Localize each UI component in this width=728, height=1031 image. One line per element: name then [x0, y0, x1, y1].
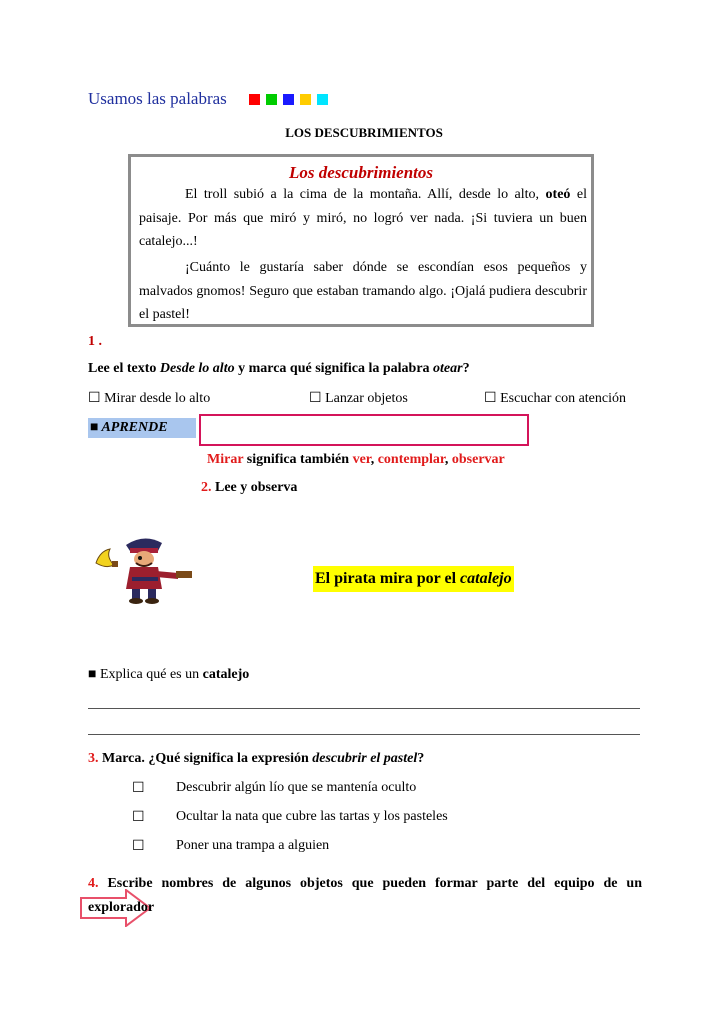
q3-text-b: ?	[417, 751, 425, 766]
aprende-definition	[207, 452, 505, 468]
checkbox-icon[interactable]: ☐	[88, 391, 101, 406]
reading-title: Los descubrimientos	[288, 163, 434, 182]
q3-text-italic: descubrir el pastel	[312, 751, 418, 766]
reading-p1-bold: oteó	[545, 187, 571, 202]
def-text-2: ,	[370, 452, 378, 467]
color-square-icon	[249, 94, 260, 105]
reading-paragraph-1	[139, 183, 587, 254]
q1-text-b: y marca qué significa la palabra	[234, 361, 434, 376]
question-4	[88, 870, 642, 898]
reading-p2: ¡Cuánto le gustaría saber dónde se escondían esos pequeños y malvados gnomos! Seguro que estaban tramando algo. ¡Ojalá pudiera descubrir el pastel!	[139, 260, 587, 322]
reading-p1-a: El troll subió a la cima de la montaña. Allí, desde lo alto,	[185, 187, 546, 202]
aprende-label	[88, 418, 196, 438]
reading-paragraph-2	[139, 256, 587, 327]
aprende-text: APRENDE	[101, 420, 168, 435]
q3-option-label: Descubrir algún lío que se mantenía oculto	[176, 780, 417, 795]
answer-line[interactable]	[88, 734, 640, 735]
question-1-number: 1 .	[88, 334, 102, 349]
color-square-icon	[266, 94, 277, 105]
aprende-box	[199, 414, 529, 446]
square-bullet-icon: ■	[90, 420, 99, 435]
question-2-number: 2.	[201, 480, 212, 495]
q3-option-label: Poner una trampa a alguien	[176, 838, 330, 853]
q1-option-label: Lanzar objetos	[325, 391, 408, 406]
q1-option-2[interactable]	[309, 390, 408, 407]
q3-text-a: Marca. ¿Qué significa la expresión	[98, 751, 313, 766]
word-contemplar: contemplar	[377, 452, 445, 467]
square-bullet-icon: ■	[88, 667, 97, 682]
document-title: LOS DESCUBRIMIENTOS	[285, 125, 443, 140]
question-2-text: Lee y observa	[211, 480, 298, 495]
q1-option-1[interactable]	[88, 390, 210, 407]
question-1-text	[88, 361, 470, 377]
checkbox-icon[interactable]: ☐	[309, 391, 322, 406]
checkbox-icon[interactable]: ☐	[132, 781, 145, 796]
caption-italic: catalejo	[460, 570, 512, 587]
question-3-number: 3.	[88, 751, 99, 766]
color-square-icon	[283, 94, 294, 105]
answer-line[interactable]	[88, 708, 640, 709]
question-3	[88, 751, 424, 767]
page-header-title: Usamos las palabras	[88, 89, 227, 108]
q3-option-label: Ocultar la nata que cubre las tartas y los pasteles	[176, 809, 448, 824]
color-squares	[249, 94, 328, 105]
pirate-icon	[92, 535, 197, 605]
explica-prompt	[88, 667, 249, 683]
q1-text-c: ?	[462, 361, 470, 376]
color-square-icon	[300, 94, 311, 105]
q1-option-label: Escuchar con atención	[500, 391, 627, 406]
explica-bold: catalejo	[202, 667, 250, 682]
checkbox-icon[interactable]: ☐	[484, 391, 497, 406]
word-observar: observar	[451, 452, 505, 467]
q1-text-a: Lee el texto	[88, 361, 160, 376]
question-4-text: Escribe nombres de algunos objetos que pueden formar parte del equipo de un	[98, 876, 642, 891]
color-square-icon	[317, 94, 328, 105]
q1-option-3[interactable]	[484, 390, 626, 407]
q1-text-italic: Desde lo alto	[159, 361, 235, 376]
pirate-caption	[313, 566, 514, 592]
question-4-number: 4.	[88, 876, 99, 891]
caption-text: El pirata mira por el	[315, 570, 461, 587]
def-text-3: ,	[444, 452, 452, 467]
word-ver: ver	[352, 452, 371, 467]
q1-option-label: Mirar desde lo alto	[104, 391, 211, 406]
def-text-1: significa también	[243, 452, 353, 467]
question-2	[201, 480, 297, 496]
q1-text-italic2: otear	[433, 361, 463, 376]
question-4-text-2: explorador	[88, 900, 155, 915]
pirate-illustration	[92, 535, 197, 610]
reading-p1-b: el paisaje. Por más que miró y miró, no logró ver nada. ¡Si tuviera un buen catalejo...!	[139, 187, 587, 249]
checkbox-icon[interactable]: ☐	[132, 839, 145, 854]
checkbox-icon[interactable]: ☐	[132, 810, 145, 825]
explica-text: Explica qué es un	[96, 667, 203, 682]
word-mirar: Mirar	[207, 452, 244, 467]
